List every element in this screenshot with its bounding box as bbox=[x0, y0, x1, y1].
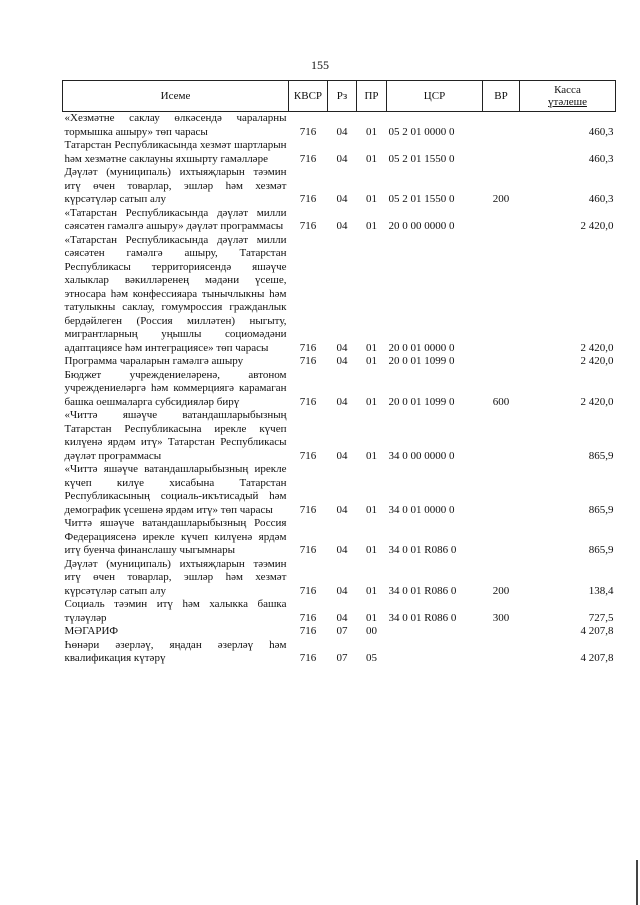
cell-csr: 05 2 01 1550 0 bbox=[388, 193, 455, 205]
cell-kvsr: 716 bbox=[299, 611, 317, 624]
cell-amount: 4 207,8 bbox=[580, 652, 614, 664]
table-row bbox=[63, 355, 616, 369]
cell-pr: 01 bbox=[366, 584, 377, 597]
table-row bbox=[63, 625, 616, 639]
cell-kvsr: 716 bbox=[299, 220, 317, 232]
cell-rz: 04 bbox=[336, 503, 348, 516]
cell-csr: 34 0 01 0000 0 bbox=[388, 503, 455, 516]
cell-name: Дәүләт (муниципаль) ихтыяҗларын тәэмин итү өчен товарлар, эшләр һәм хезмәт күрсәтүләр сатып алу bbox=[64, 166, 287, 205]
cell-vr: 600 bbox=[492, 395, 510, 408]
table-row bbox=[63, 558, 616, 599]
header-kassa-line2: үтәлеше bbox=[548, 96, 587, 108]
cell-name: «Татарстан Республикасында дәүләт милли сәясәтен гамәлгә ашыру, Татарстан Республикасы территориясендә яшәүче халыклар вәкилләренең мәдәни үсеше, этносара һәм конфессияара тынычлыкны һәм татулыкны саклау, гомумроссия гражданлык бердәйлеген (Россия милләтен) ныгыту, мигрантларның уңышлы социомәдәни адаптациясе һәм интеграциясе» төп чарасы bbox=[64, 233, 287, 354]
cell-vr: 200 bbox=[492, 584, 510, 597]
header-pr: ПР bbox=[357, 81, 387, 112]
cell-vr bbox=[483, 234, 520, 356]
cell-csr: 34 0 01 R086 0 bbox=[388, 544, 457, 556]
cell-pr: 05 bbox=[366, 652, 377, 664]
cell-csr: 34 0 01 R086 0 bbox=[388, 611, 457, 624]
cell-kvsr: 716 bbox=[299, 152, 317, 165]
cell-kvsr: 716 bbox=[299, 125, 317, 138]
cell-pr: 00 bbox=[366, 625, 377, 637]
cell-kvsr: 716 bbox=[299, 544, 317, 556]
cell-csr: 20 0 01 1099 0 bbox=[388, 395, 455, 408]
cell-amount: 460,3 bbox=[588, 125, 614, 138]
table-row bbox=[63, 639, 616, 666]
header-csr: ЦСР bbox=[387, 81, 483, 112]
cell-amount: 865,9 bbox=[588, 449, 614, 462]
cell-csr: 20 0 00 0000 0 bbox=[388, 220, 455, 232]
cell-name: Читтә яшәүче ватандашларыбызның Россия Федерациясенә ирекле күчеп килүенә ярдәм итү буенча финанслашу чыгымнары bbox=[64, 517, 287, 556]
cell-amount: 460,3 bbox=[588, 152, 614, 165]
cell-vr bbox=[483, 112, 520, 140]
cell-pr: 01 bbox=[366, 125, 377, 138]
cell-rz: 04 bbox=[336, 584, 348, 597]
cell-csr: 20 0 01 0000 0 bbox=[388, 341, 455, 354]
cell-vr bbox=[483, 355, 520, 369]
cell-amount: 2 420,0 bbox=[580, 355, 614, 367]
cell-rz: 04 bbox=[336, 125, 348, 138]
cell-name: Дәүләт (муниципаль) ихтыяҗларын тәэмин итү өчен товарлар, эшләр һәм хезмәт күрсәтүләр сатып алу bbox=[64, 557, 287, 597]
cell-name: Һөнәри әзерләү, яңадан әзерләү һәм квалификация күтәрү bbox=[64, 638, 287, 664]
cell-kvsr: 716 bbox=[299, 584, 317, 597]
cell-pr: 01 bbox=[366, 355, 377, 367]
cell-rz: 04 bbox=[336, 152, 348, 165]
cell-csr: 20 0 01 1099 0 bbox=[388, 355, 455, 367]
cell-rz: 07 bbox=[336, 652, 348, 664]
cell-vr bbox=[483, 463, 520, 517]
cell-rz: 04 bbox=[336, 220, 348, 232]
cell-kvsr: 716 bbox=[299, 395, 317, 408]
cell-csr: 05 2 01 0000 0 bbox=[388, 125, 455, 138]
cell-csr: 34 0 00 0000 0 bbox=[388, 449, 455, 462]
cell-csr bbox=[387, 625, 483, 639]
cell-vr bbox=[483, 517, 520, 558]
table-row bbox=[63, 112, 616, 140]
header-kassa-line1: Касса bbox=[554, 84, 581, 96]
cell-amount: 460,3 bbox=[588, 193, 614, 205]
table-row bbox=[63, 517, 616, 558]
cell-amount: 138,4 bbox=[588, 584, 614, 597]
cell-name: Социаль тәэмин итү һәм халыкка башка түләүләр bbox=[64, 598, 287, 624]
cell-vr: 300 bbox=[492, 611, 510, 624]
cell-vr bbox=[483, 639, 520, 666]
header-kassa bbox=[520, 81, 616, 112]
cell-amount: 2 420,0 bbox=[580, 341, 614, 354]
cell-pr: 01 bbox=[366, 152, 377, 165]
cell-pr: 01 bbox=[366, 449, 377, 462]
cell-rz: 04 bbox=[336, 449, 348, 462]
cell-name: Программа чараларын гамәлгә ашыру bbox=[64, 355, 244, 367]
table-header-row bbox=[63, 81, 616, 112]
cell-pr: 01 bbox=[366, 220, 377, 232]
table-row bbox=[63, 463, 616, 517]
table-row bbox=[63, 598, 616, 625]
cell-name: МӘГАРИФ bbox=[64, 625, 119, 637]
cell-pr: 01 bbox=[366, 193, 377, 205]
header-kvsr: КВСР bbox=[289, 81, 328, 112]
cell-pr: 01 bbox=[366, 544, 377, 556]
cell-name: «Читтә яшәүче ватандашларыбызның ирекле күчеп килүе хисабына Татарстан Республикасының социаль-икътисадый һәм демографик үсешенә ярдәм итү» төп чарасы bbox=[64, 463, 287, 516]
cell-csr: 05 2 01 1550 0 bbox=[388, 152, 455, 165]
cell-amount: 865,9 bbox=[588, 544, 614, 556]
cell-rz: 04 bbox=[336, 193, 348, 205]
cell-name: «Читтә яшәүче ватандашларыбызның Татарстан Республикасына ирекле күчеп килүенә ярдәм итү» Татарстан Республикасы дәүләт программасы bbox=[64, 409, 287, 462]
header-vr: ВР bbox=[483, 81, 520, 112]
cell-kvsr: 716 bbox=[299, 341, 317, 354]
cell-pr: 01 bbox=[366, 341, 377, 354]
cell-rz: 04 bbox=[336, 544, 348, 556]
table-row bbox=[63, 166, 616, 207]
cell-rz: 04 bbox=[336, 341, 348, 354]
cell-vr bbox=[483, 625, 520, 639]
table-row bbox=[63, 409, 616, 463]
cell-rz: 04 bbox=[336, 611, 348, 624]
table-row bbox=[63, 207, 616, 234]
cell-pr: 01 bbox=[366, 611, 377, 624]
table-body bbox=[63, 112, 616, 666]
cell-vr bbox=[483, 139, 520, 166]
cell-vr: 200 bbox=[492, 193, 510, 205]
cell-kvsr: 716 bbox=[299, 449, 317, 462]
cell-rz: 07 bbox=[336, 625, 348, 637]
cell-kvsr: 716 bbox=[299, 652, 317, 664]
page-edge-mark bbox=[636, 860, 638, 905]
cell-kvsr: 716 bbox=[299, 503, 317, 516]
table-row bbox=[63, 234, 616, 356]
table-row bbox=[63, 139, 616, 166]
cell-name: «Хезмәтне саклау өлкәсендә чараларны тормышка ашыру» төп чарасы bbox=[64, 112, 287, 138]
cell-csr: 34 0 01 R086 0 bbox=[388, 584, 457, 597]
cell-name: Бюджет учреждениеләренә, автоном учреждениеләргә һәм коммерциягә карамаган башка оешмаларга субсидияләр бирү bbox=[64, 368, 287, 408]
cell-rz: 04 bbox=[336, 355, 348, 367]
page-number: 155 bbox=[311, 58, 329, 72]
cell-amount: 2 420,0 bbox=[580, 220, 614, 232]
cell-kvsr: 716 bbox=[299, 355, 317, 367]
table-row bbox=[63, 369, 616, 410]
budget-table bbox=[62, 80, 616, 666]
cell-amount: 865,9 bbox=[588, 503, 614, 516]
cell-vr bbox=[483, 207, 520, 234]
cell-name: Татарстан Республикасында хезмәт шартларын һәм хезмәтне саклауны яхшырту гамәлләре bbox=[64, 139, 287, 165]
cell-kvsr: 716 bbox=[299, 193, 317, 205]
cell-csr bbox=[387, 639, 483, 666]
cell-pr: 01 bbox=[366, 395, 377, 408]
header-rz: Рз bbox=[328, 81, 357, 112]
cell-amount: 2 420,0 bbox=[580, 395, 614, 408]
header-name: Исеме bbox=[63, 81, 289, 112]
cell-amount: 727,5 bbox=[588, 611, 614, 624]
cell-rz: 04 bbox=[336, 395, 348, 408]
cell-kvsr: 716 bbox=[299, 625, 317, 637]
cell-amount: 4 207,8 bbox=[580, 625, 614, 637]
cell-vr bbox=[483, 409, 520, 463]
cell-name: «Татарстан Республикасында дәүләт милли сәясәтен гамәлгә ашыру» дәүләт программасы bbox=[64, 206, 287, 232]
cell-pr: 01 bbox=[366, 503, 377, 516]
